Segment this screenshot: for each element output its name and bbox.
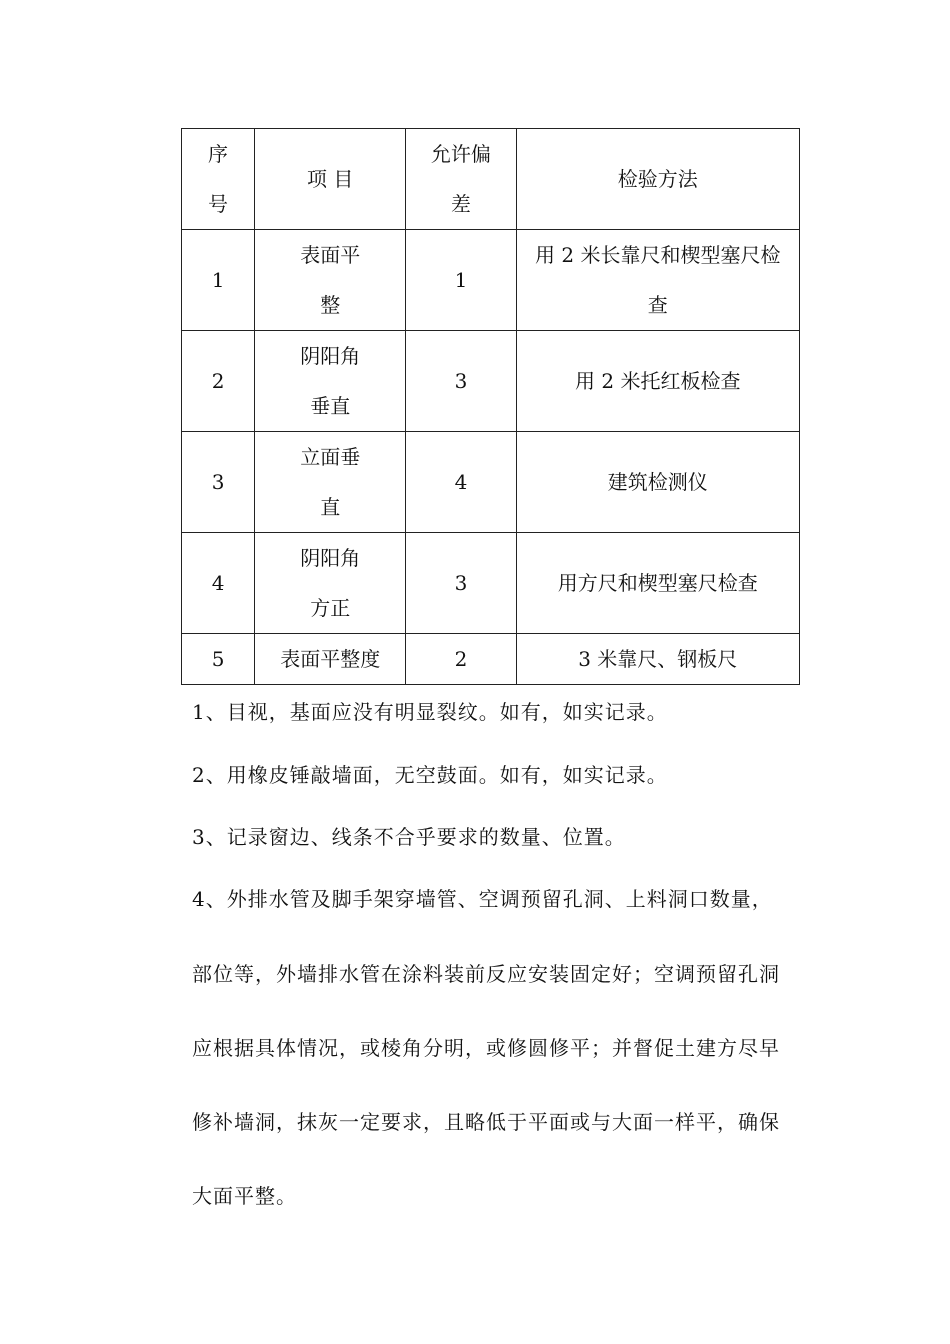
cell-item: 表面平整 xyxy=(255,230,406,331)
cell-no: 5 xyxy=(182,634,255,685)
cell-no: 2 xyxy=(182,331,255,432)
cell-no: 4 xyxy=(182,533,255,634)
note-4-line: 大面平整。 xyxy=(192,1184,297,1208)
header-cell-no xyxy=(182,129,255,230)
note-4-line: 部位等，外墙排水管在涂料装前反应安装固定好；空调预留孔洞 xyxy=(192,962,780,986)
note-3: 3、记录窗边、线条不合乎要求的数量、位置。 xyxy=(192,825,626,849)
table-row xyxy=(182,230,800,331)
table-header-row xyxy=(182,129,800,230)
table-row xyxy=(182,634,800,685)
cell-tolerance: 3 xyxy=(406,331,516,432)
table-row xyxy=(182,331,800,432)
note-2: 2、用橡皮锤敲墙面，无空鼓面。如有，如实记录。 xyxy=(192,763,668,787)
table-row xyxy=(182,432,800,533)
inspection-table xyxy=(181,128,800,685)
header-cell-item xyxy=(255,129,406,230)
cell-item: 立面垂直 xyxy=(255,432,406,533)
cell-method: 建筑检测仪 xyxy=(516,432,799,533)
cell-no: 1 xyxy=(182,230,255,331)
header-label: 序号 xyxy=(208,142,229,216)
header-label: 允许偏差 xyxy=(430,142,491,216)
cell-tolerance: 1 xyxy=(406,230,516,331)
cell-no: 3 xyxy=(182,432,255,533)
header-label: 检验方法 xyxy=(617,167,698,191)
note-4-line: 应根据具体情况，或棱角分明，或修圆修平；并督促土建方尽早 xyxy=(192,1036,780,1060)
cell-item: 阴阳角垂直 xyxy=(255,331,406,432)
cell-method: 用方尺和楔型塞尺检查 xyxy=(516,533,799,634)
cell-tolerance: 3 xyxy=(406,533,516,634)
cell-tolerance: 4 xyxy=(406,432,516,533)
table-row xyxy=(182,533,800,634)
cell-method: 3 米靠尺、钢板尺 xyxy=(516,634,799,685)
note-4-line: 修补墙洞，抹灰一定要求，且略低于平面或与大面一样平，确保 xyxy=(192,1110,780,1134)
header-cell-tolerance xyxy=(406,129,516,230)
header-cell-method xyxy=(516,129,799,230)
cell-item: 表面平整度 xyxy=(255,634,406,685)
cell-method: 用 2 米长靠尺和楔型塞尺检查 xyxy=(516,230,799,331)
note-4-line: 4、外排水管及脚手架穿墙管、空调预留孔洞、上料洞口数量， xyxy=(192,887,773,911)
cell-tolerance: 2 xyxy=(406,634,516,685)
cell-item: 阴阳角方正 xyxy=(255,533,406,634)
note-1: 1、目视，基面应没有明显裂纹。如有，如实记录。 xyxy=(192,700,668,724)
header-label: 项 目 xyxy=(307,167,354,191)
cell-method: 用 2 米托红板检查 xyxy=(516,331,799,432)
